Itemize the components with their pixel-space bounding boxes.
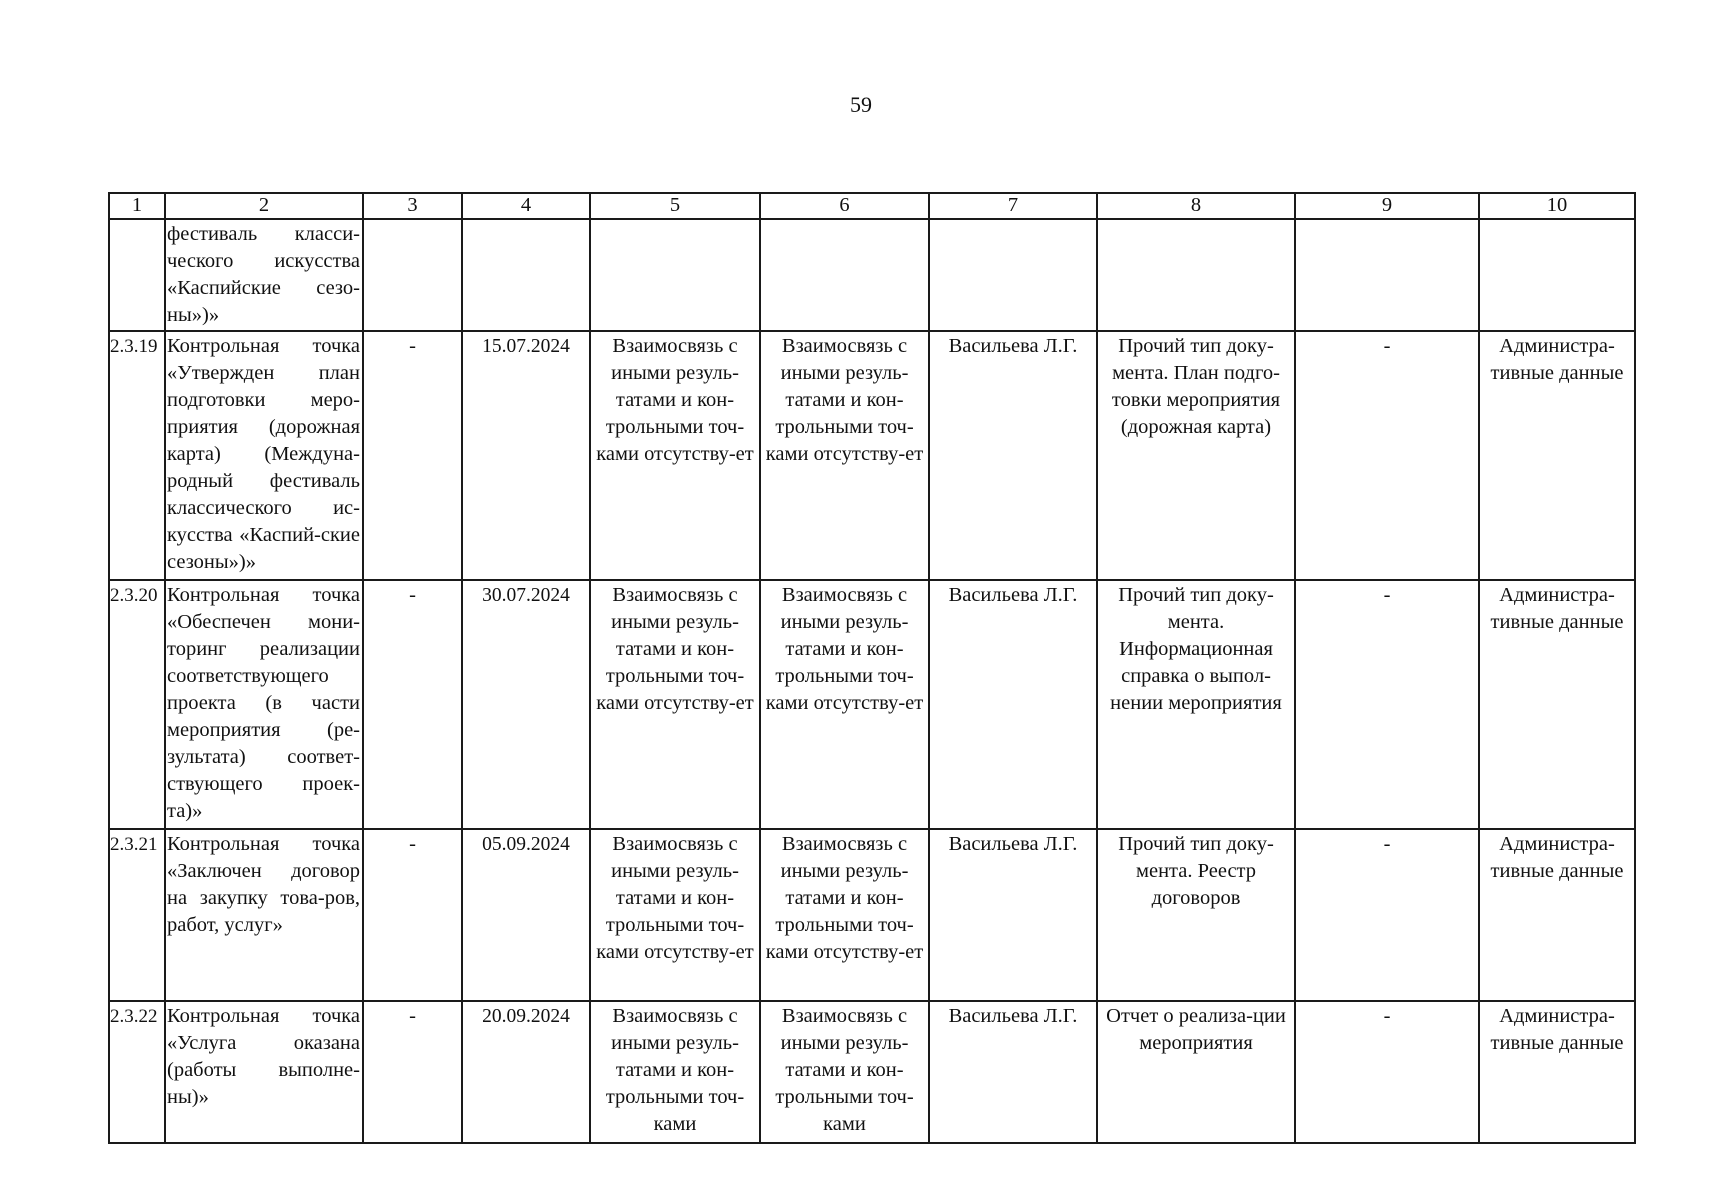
header-cell-1: 1 (109, 193, 165, 219)
cell-num (109, 219, 165, 331)
cell-col9: - (1295, 331, 1479, 580)
cell-col6 (760, 219, 929, 331)
cell-col9 (1295, 219, 1479, 331)
cell-name: Контрольная точка «Услуга оказана (работы выполне-ны)» (165, 1001, 363, 1143)
cell-col10: Администра-тивные данные (1479, 829, 1635, 1001)
cell-col3: - (363, 580, 462, 829)
header-cell-2: 2 (165, 193, 363, 219)
header-cell-3: 3 (363, 193, 462, 219)
cell-col3: - (363, 1001, 462, 1143)
page-number: 59 (850, 92, 872, 117)
cell-num: 2.3.20 (109, 580, 165, 829)
cell-document: Прочий тип доку-мента. Реестр договоров (1097, 829, 1295, 1001)
header-row (109, 193, 1635, 219)
cell-responsible: Васильева Л.Г. (929, 580, 1097, 829)
table-row (109, 829, 1635, 1001)
cell-name: Контрольная точка «Утвержден план подготовки меро-приятия (дорожная карта) (Междуна-родный фестиваль классического ис-кусства «Каспий-ские сезоны»)» (165, 331, 363, 580)
table-row (109, 331, 1635, 580)
cell-date: 15.07.2024 (462, 331, 590, 580)
milestones-table (108, 192, 1636, 1144)
cell-col10: Администра-тивные данные (1479, 1001, 1635, 1143)
cell-date (462, 219, 590, 331)
cell-name: фестиваль класси-ческого искусства «Каспийские сезо-ны»)» (165, 219, 363, 331)
cell-col5: Взаимосвязь с иными резуль-татами и кон-трольными точ-ками отсутству-ет (590, 331, 760, 580)
cell-col5: Взаимосвязь с иными резуль-татами и кон-трольными точ-ками (590, 1001, 760, 1143)
cell-col3: - (363, 829, 462, 1001)
header-cell-9: 9 (1295, 193, 1479, 219)
cell-name: Контрольная точка «Обеспечен мони-торинг реализации соответствующего проекта (в части мероприятия (ре-зультата) соответ-ствующего проек-та)» (165, 580, 363, 829)
cell-col5 (590, 219, 760, 331)
cell-responsible (929, 219, 1097, 331)
cell-col6: Взаимосвязь с иными резуль-татами и кон-трольными точ-ками отсутству-ет (760, 331, 929, 580)
header-cell-7: 7 (929, 193, 1097, 219)
cell-document: Прочий тип доку-мента. Информационная справка о выпол-нении мероприятия (1097, 580, 1295, 829)
cell-col9: - (1295, 1001, 1479, 1143)
cell-num: 2.3.22 (109, 1001, 165, 1143)
cell-col10 (1479, 219, 1635, 331)
cell-col10: Администра-тивные данные (1479, 331, 1635, 580)
header-cell-6: 6 (760, 193, 929, 219)
cell-col5: Взаимосвязь с иными резуль-татами и кон-трольными точ-ками отсутству-ет (590, 829, 760, 1001)
cell-document (1097, 219, 1295, 331)
cell-date: 05.09.2024 (462, 829, 590, 1001)
cell-num: 2.3.21 (109, 829, 165, 1001)
header-cell-5: 5 (590, 193, 760, 219)
header-cell-10: 10 (1479, 193, 1635, 219)
cell-responsible: Васильева Л.Г. (929, 331, 1097, 580)
cell-date: 30.07.2024 (462, 580, 590, 829)
table-row-continuation (109, 219, 1635, 331)
cell-name: Контрольная точка «Заключен договор на закупку това-ров, работ, услуг» (165, 829, 363, 1001)
header-cell-8: 8 (1097, 193, 1295, 219)
cell-col6: Взаимосвязь с иными резуль-татами и кон-трольными точ-ками отсутству-ет (760, 580, 929, 829)
cell-num: 2.3.19 (109, 331, 165, 580)
cell-date: 20.09.2024 (462, 1001, 590, 1143)
cell-col6: Взаимосвязь с иными резуль-татами и кон-трольными точ-ками отсутству-ет (760, 829, 929, 1001)
cell-col10: Администра-тивные данные (1479, 580, 1635, 829)
table-row (109, 580, 1635, 829)
cell-col5: Взаимосвязь с иными резуль-татами и кон-трольными точ-ками отсутству-ет (590, 580, 760, 829)
cell-responsible: Васильева Л.Г. (929, 829, 1097, 1001)
cell-responsible: Васильева Л.Г. (929, 1001, 1097, 1143)
cell-col6: Взаимосвязь с иными резуль-татами и кон-трольными точ-ками (760, 1001, 929, 1143)
table-row (109, 1001, 1635, 1143)
cell-col9: - (1295, 580, 1479, 829)
cell-col9: - (1295, 829, 1479, 1001)
cell-col3 (363, 219, 462, 331)
cell-document: Отчет о реализа-ции мероприятия (1097, 1001, 1295, 1143)
cell-document: Прочий тип доку-мента. План подго-товки мероприятия (дорожная карта) (1097, 331, 1295, 580)
header-cell-4: 4 (462, 193, 590, 219)
cell-col3: - (363, 331, 462, 580)
